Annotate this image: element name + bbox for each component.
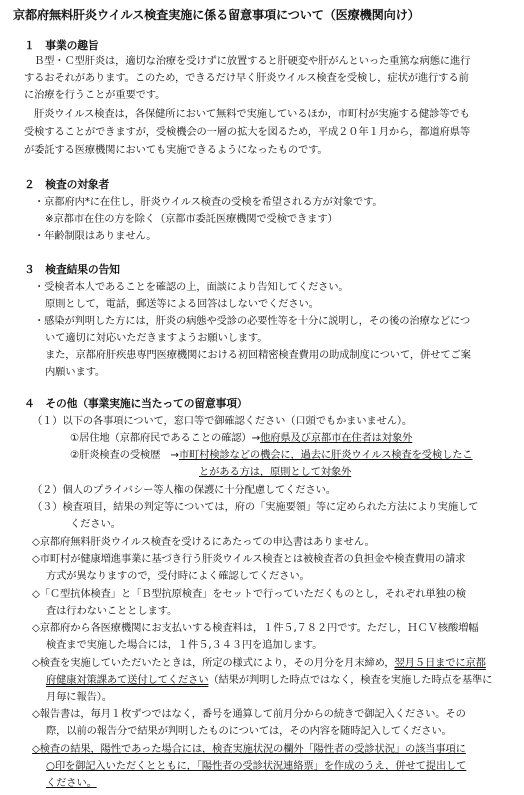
s4-item-1a-emphasis: 他府県及び京都市在住者は対象外 <box>260 432 413 444</box>
s4-note-7-text-2: ○印を御記入いただくとともに，「陽性者の受診状況連絡票」を作成のうえ，併せて提出して <box>46 760 467 772</box>
page-title: 京都府無料肝炎ウイルス検査実施に係る留意事項について（医療機関向け） <box>13 8 420 22</box>
s4-item-1a <box>70 431 412 445</box>
s2-bullet-1: ・京都府内*に在住し，肝炎ウイルス検査の受検を希望される方が対象です。 <box>34 196 383 208</box>
s3-b1-line2: 原則として，電話，郵送等による回答はしないでください。 <box>45 298 319 310</box>
s4-item-1b-emphasis-2: とがある方は，原則として対象外 <box>199 466 352 478</box>
s4-note-6-line2: 際，以前の報告分で結果が判明したものについては，その内容を随時記入してください。 <box>46 725 452 737</box>
section-3-heading: ３ 検査結果の告知 <box>24 263 120 276</box>
s4-item-1b-text: ②肝炎検査の受検歴 → <box>70 449 179 461</box>
s4-item-1a-text: ①居住地（京都府民であることの確認）→ <box>70 432 261 444</box>
s2-bullet-2: ・年齢制限はありません。 <box>34 230 157 242</box>
s4-note-5-text-2: （結果が判明した時点ではなく，検査を実施した時点を基準に <box>208 674 493 686</box>
s4-note-4-line1: ◇京都府から各医療機関にお支払いする検査料は，１件５,７８２円です。ただし，ＨＣＶ核酸増幅 <box>32 622 479 634</box>
s4-item-3-line2: ください。 <box>70 518 121 530</box>
s4-note-4-line2: 検査まで実施した場合には，１件５,３４３円を追加します。 <box>46 639 323 651</box>
s4-note-3-line2: 査は行わないこととします。 <box>46 605 178 617</box>
s3-b2-line3: また，京都府肝疾患専門医療機関における初回精密検査費用の助成制度について，併せてご案 <box>45 349 471 361</box>
s3-b2-line2: いて適切に対応いただきますようお願いします。 <box>45 332 268 344</box>
s2-bullet-1-note: ※京都市在住の方を除く（京都市委託医療機関で受検できます） <box>45 213 338 225</box>
s4-note-5-deadline-2: 府健康対策課あて送付してください <box>46 674 209 686</box>
s4-note-7-line2 <box>46 759 466 773</box>
s4-note-3-line1: ◇「Ｃ型抗体検査」と「Ｂ型抗原検査」をセットで行っていただくものとし，それぞれ単独の検 <box>32 588 466 600</box>
s4-note-5-text: ◇検査を実施していただいたときは，所定の様式により，その月分を月末締め， <box>32 657 395 669</box>
s1-p1-line2: するおそれがあります。このため，できるだけ早く肝炎ウイルス検査を受検し，症状が進行する前 <box>24 72 469 84</box>
s4-note-7-text-1: ◇検査の結果，陽性であった場合には，検査実施状況の欄外「陽性者の受診状況」の該当事項に <box>32 743 466 755</box>
section-1-heading: １ 事業の趣旨 <box>24 39 99 52</box>
s1-p1-line1: Ｂ型・Ｃ型肝炎は，適切な治療を受けずに放置すると肝硬変や肝がんといった重篤な病態に進行 <box>34 55 471 67</box>
s1-p2-line2: 受検することができますが，受検機会の一層の拡大を図るため，平成２０年１月から，都道府県等 <box>24 126 471 138</box>
s4-note-1: ◇京都府無料肝炎ウイルス検査を受けるにあたっての申込書はありません。 <box>32 536 375 548</box>
s4-note-6-line1: ◇報告書は，毎月１枚ずつではなく，番号を通算して前月分からの続きで御記入ください。その <box>32 708 466 720</box>
s4-item-1: （１）以下の各事項について，窓口等で御確認ください（口頭でもかまいません）。 <box>32 415 413 427</box>
s3-b2-line1: ・感染が判明した方には，肝炎の病態や受診の必要性等を十分に説明し，その後の治療などにつ <box>34 315 471 327</box>
s4-item-1b-emphasis-1: 市町村検診などの機会に，過去に肝炎ウイルス検査を受検したこ <box>178 449 473 461</box>
s1-p1-line3: に治療を行うことが重要です。 <box>24 89 166 101</box>
s4-note-2-line2: 方式が異なりますので，受付時によく確認してください。 <box>46 570 310 582</box>
s4-note-7-line1 <box>32 742 466 756</box>
section-2-heading: ２ 検査の対象者 <box>24 178 110 191</box>
s4-note-7-line3 <box>46 776 97 790</box>
section-4-heading: ４ その他（事業実施に当たっての留意事項） <box>24 397 248 410</box>
s4-note-5-line3: 月毎に報告）。 <box>46 691 112 703</box>
s4-note-5-line1 <box>32 656 486 670</box>
s4-note-2-line1: ◇市町村が健康増進事業に基づき行う肝炎ウイルス検査とは被検査者の負担金や検査費用の請求 <box>32 553 466 565</box>
s3-b1-line1: ・受検者本人であることを確認の上，面談により告知してください。 <box>34 281 349 293</box>
s4-item-3-line1: （３）検査項目，結果の判定等については，府の「実施要領」等に定められた方法により実施して <box>32 501 479 513</box>
s1-p2-line1: 肝炎ウイルス検査は，各保健所において無料で実施しているほか，市町村が実施する健診等でも <box>34 108 470 120</box>
s1-p2-line3: が委託する医療機関においても実施できるようになったものです。 <box>24 144 328 156</box>
s4-note-7-text-3: ください。 <box>46 777 97 789</box>
s4-note-5-deadline: 翌月５日までに京都 <box>394 657 486 669</box>
s3-b2-line4: 内願います。 <box>45 366 106 378</box>
s4-item-1b <box>70 448 473 462</box>
s4-item-2: （２）個人のプライバシー等人権の保護に十分配慮してください。 <box>32 484 336 496</box>
s4-note-5-line2 <box>46 673 492 687</box>
